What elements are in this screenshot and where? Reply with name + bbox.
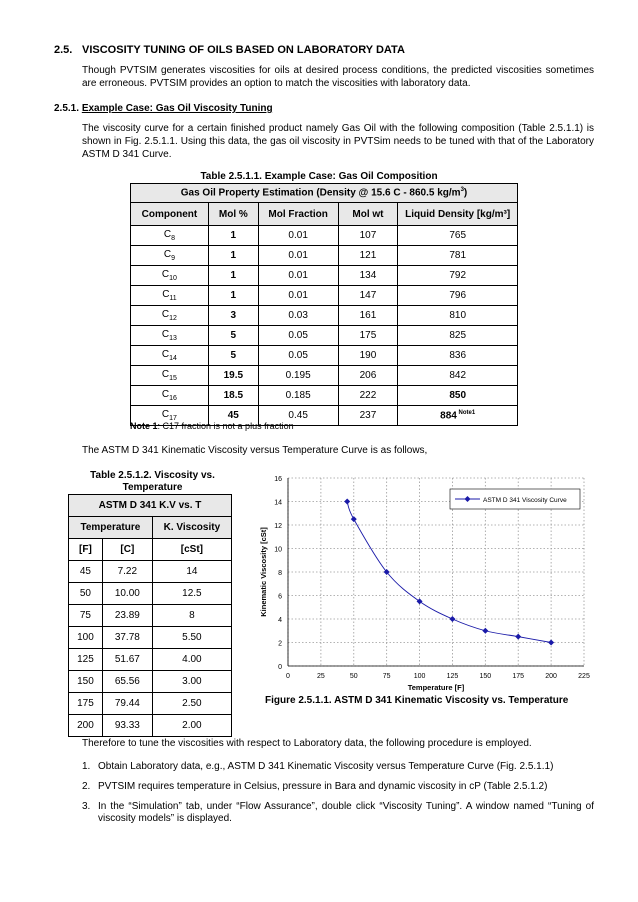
table1-column-header: Liquid Density [kg/m³] [398, 203, 518, 226]
mol-percent-cell: 19.5 [208, 366, 258, 386]
y-tick-label: 14 [274, 499, 282, 507]
mol-percent-cell: 1 [208, 266, 258, 286]
component-cell: $C_8$ [131, 226, 209, 246]
density-cell: 850 [398, 386, 518, 406]
mol-wt-cell: 175 [338, 326, 398, 346]
mol-percent-cell: 5 [208, 346, 258, 366]
component-cell: $C_{16}$ [131, 386, 209, 406]
component-cell: $C_{14}$ [131, 346, 209, 366]
density-cell: 781 [398, 246, 518, 266]
list-text: In the “Simulation” tab, under “Flow Assurance”, double click “Viscosity Tuning”. A window named “Tuning of viscosity models” is displayed. [98, 801, 594, 824]
temp-f-cell: 100 [69, 627, 103, 649]
y-tick-label: 0 [278, 664, 282, 671]
component-cell: $C_{15}$ [131, 366, 209, 386]
mol-wt-cell: 237 [338, 406, 398, 426]
table-row [69, 583, 232, 605]
table2-caption: Table 2.5.1.2. Viscosity vs. Temperature [90, 470, 215, 493]
mol-percent-cell: 3 [208, 306, 258, 326]
list-item [82, 801, 594, 825]
x-tick-label: 100 [413, 673, 426, 680]
temp-c-cell: 23.89 [102, 605, 152, 627]
x-tick-label: 125 [446, 673, 459, 680]
density-cell: 836 [398, 346, 518, 366]
component-cell: $C_{11}$ [131, 286, 209, 306]
mol-fraction-cell: 0.05 [258, 346, 338, 366]
table1-column-header: Component [131, 203, 209, 226]
y-tick-label: 4 [278, 617, 282, 624]
mol-percent-cell: 1 [208, 226, 258, 246]
mol-fraction-cell: 0.03 [258, 306, 338, 326]
viscosity-chart [240, 470, 600, 695]
x-tick-label: 25 [316, 673, 325, 680]
mol-wt-cell: 121 [338, 246, 398, 266]
list-item [82, 781, 594, 793]
data-point [351, 516, 357, 522]
table-row [131, 306, 518, 326]
table-row [131, 366, 518, 386]
figure-caption: Figure 2.5.1.1. ASTM D 341 Kinematic Viscosity vs. Temperature [265, 695, 569, 706]
x-tick-label: 50 [349, 673, 358, 680]
table-row [69, 605, 232, 627]
viscosity-cell: 14 [152, 561, 231, 583]
viscosity-cell: 2.00 [152, 715, 231, 737]
table1-column-header: Mol % [208, 203, 258, 226]
x-axis-label: Temperature [F] [407, 683, 465, 692]
table2-col-temperature: Temperature [69, 517, 153, 539]
mol-fraction-cell: 0.01 [258, 266, 338, 286]
density-cell: 810 [398, 306, 518, 326]
mol-fraction-cell: 0.45 [258, 406, 338, 426]
table1-column-header: Mol wt [338, 203, 398, 226]
temp-f-cell: 50 [69, 583, 103, 605]
mol-wt-cell: 190 [338, 346, 398, 366]
subsection-number: 2.5.1. [54, 103, 80, 114]
temp-c-cell: 51.67 [102, 649, 152, 671]
list-number: 1. [82, 761, 91, 772]
intro-paragraph: Though PVTSIM generates viscosities for oils at desired process conditions, the predicted viscosities sometimes are erroneous. PVTSIM provides an option to match the viscosities with laboratory data. [82, 65, 594, 89]
x-tick-label: 75 [382, 673, 391, 680]
temp-f-cell: 175 [69, 693, 103, 715]
mol-wt-cell: 161 [338, 306, 398, 326]
table-row [69, 649, 232, 671]
table-row [69, 561, 232, 583]
viscosity-cell: 5.50 [152, 627, 231, 649]
x-tick-label: 150 [479, 673, 492, 680]
density-cell: 796 [398, 286, 518, 306]
viscosity-cell: 2.50 [152, 693, 231, 715]
viscosity-cell: 4.00 [152, 649, 231, 671]
mol-wt-cell: 107 [338, 226, 398, 246]
composition-table [130, 183, 518, 426]
x-tick-label: 200 [545, 673, 557, 680]
density-cell: 842 [398, 366, 518, 386]
data-point [482, 628, 488, 634]
y-tick-label: 8 [278, 570, 282, 577]
x-tick-label: 175 [512, 673, 525, 680]
table-row [69, 671, 232, 693]
data-point [548, 640, 554, 646]
x-tick-label: 0 [286, 673, 290, 680]
temp-f-cell: 75 [69, 605, 103, 627]
subsection-paragraph: The viscosity curve for a certain finished product namely Gas Oil with the following composition (Table 2.5.1.1) is shown in Fig. 2.5.1.1. Using this data, the gas oil viscosity in PVTSim needs to be tuned with that of the Laboratory ASTM D 341 Curve. [82, 123, 594, 160]
table1-header: Gas Oil Property Estimation (Density @ 15.6 C - 860.5 $kg/m^3$) [131, 184, 518, 203]
table-row [131, 386, 518, 406]
table1-column-header: Mol Fraction [258, 203, 338, 226]
temp-c-cell: 65.56 [102, 671, 152, 693]
table1-note: Note 1: C17 fraction is not a plus fraction [130, 421, 294, 431]
table2-unit: [C] [102, 539, 152, 561]
temp-f-cell: 45 [69, 561, 103, 583]
list-text: Obtain Laboratory data, e.g., ASTM D 341 Kinematic Viscosity versus Temperature Curve (Fig. 2.5.1.1) [98, 761, 554, 772]
viscosity-cell: 3.00 [152, 671, 231, 693]
mol-percent-cell: 18.5 [208, 386, 258, 406]
table-row [131, 266, 518, 286]
list-number: 3. [82, 801, 91, 812]
paragraph-procedure: Therefore to tune the viscosities with respect to Laboratory data, the following procedure is employed. [82, 738, 532, 749]
mol-fraction-cell: 0.01 [258, 246, 338, 266]
table-row [69, 693, 232, 715]
mol-wt-cell: 134 [338, 266, 398, 286]
table2-col-viscosity: K. Viscosity [152, 517, 231, 539]
table1-caption: Table 2.5.1.1. Example Case: Gas Oil Composition [200, 171, 438, 182]
density-cell: 825 [398, 326, 518, 346]
list-number: 2. [82, 781, 91, 792]
component-cell: $C_{17}$ [131, 406, 209, 426]
section-title: VISCOSITY TUNING OF OILS BASED ON LABORATORY DATA [82, 44, 405, 56]
y-tick-label: 12 [274, 523, 282, 530]
component-cell: $C_{10}$ [131, 266, 209, 286]
temp-f-cell: 125 [69, 649, 103, 671]
y-tick-label: 6 [278, 593, 282, 601]
mol-fraction-cell: 0.185 [258, 386, 338, 406]
density-cell: 765 [398, 226, 518, 246]
mol-wt-cell: 222 [338, 386, 398, 406]
y-tick-label: 16 [274, 476, 282, 483]
density-cell: 884 $^{Note1}$ [398, 406, 518, 426]
mol-fraction-cell: 0.195 [258, 366, 338, 386]
viscosity-table [68, 494, 232, 737]
legend-label: ASTM D 341 Viscosity Curve [483, 497, 567, 504]
table2-unit: [F] [69, 539, 103, 561]
data-point [344, 499, 350, 505]
mol-fraction-cell: 0.01 [258, 226, 338, 246]
procedure-list [82, 761, 594, 833]
table-row [69, 715, 232, 737]
table-row [69, 627, 232, 649]
data-point [449, 616, 455, 622]
component-cell: $C_{13}$ [131, 326, 209, 346]
mol-percent-cell: 5 [208, 326, 258, 346]
y-axis-label: Kinematic Viscosity [cSt] [259, 527, 268, 617]
mol-percent-cell: 1 [208, 286, 258, 306]
mol-percent-cell: 45 [208, 406, 258, 426]
mol-fraction-cell: 0.05 [258, 326, 338, 346]
section-heading [54, 44, 405, 56]
data-point [515, 634, 521, 640]
paragraph-curve-intro: The ASTM D 341 Kinematic Viscosity versus Temperature Curve is as follows, [82, 445, 428, 456]
viscosity-cell: 12.5 [152, 583, 231, 605]
list-text: PVTSIM requires temperature in Celsius, pressure in Bara and dynamic viscosity in cP (Table 2.5.1.2) [98, 781, 548, 792]
subsection-heading [54, 103, 273, 114]
temp-c-cell: 37.78 [102, 627, 152, 649]
mol-wt-cell: 206 [338, 366, 398, 386]
list-item [82, 761, 594, 773]
density-cell: 792 [398, 266, 518, 286]
y-tick-label: 2 [278, 640, 282, 648]
mol-percent-cell: 1 [208, 246, 258, 266]
table-row [131, 346, 518, 366]
subsection-title: Example Case: Gas Oil Viscosity Tuning [81, 103, 273, 114]
temp-c-cell: 7.22 [102, 561, 152, 583]
component-cell: $C_9$ [131, 246, 209, 266]
section-number: 2.5. [54, 44, 73, 56]
temp-c-cell: 10.00 [102, 583, 152, 605]
table-row [131, 326, 518, 346]
viscosity-cell: 8 [152, 605, 231, 627]
temp-c-cell: 93.33 [102, 715, 152, 737]
mol-wt-cell: 147 [338, 286, 398, 306]
table2-header: ASTM D 341 K.V vs. T [69, 495, 232, 517]
table-row [131, 246, 518, 266]
data-point [417, 598, 423, 604]
temp-f-cell: 150 [69, 671, 103, 693]
mol-fraction-cell: 0.01 [258, 286, 338, 306]
component-cell: $C_{12}$ [131, 306, 209, 326]
y-tick-label: 10 [274, 546, 282, 554]
temp-f-cell: 200 [69, 715, 103, 737]
table-row [131, 286, 518, 306]
table2-unit: [cSt] [152, 539, 231, 561]
x-tick-label: 225 [578, 673, 590, 680]
temp-c-cell: 79.44 [102, 693, 152, 715]
table-row [131, 226, 518, 246]
